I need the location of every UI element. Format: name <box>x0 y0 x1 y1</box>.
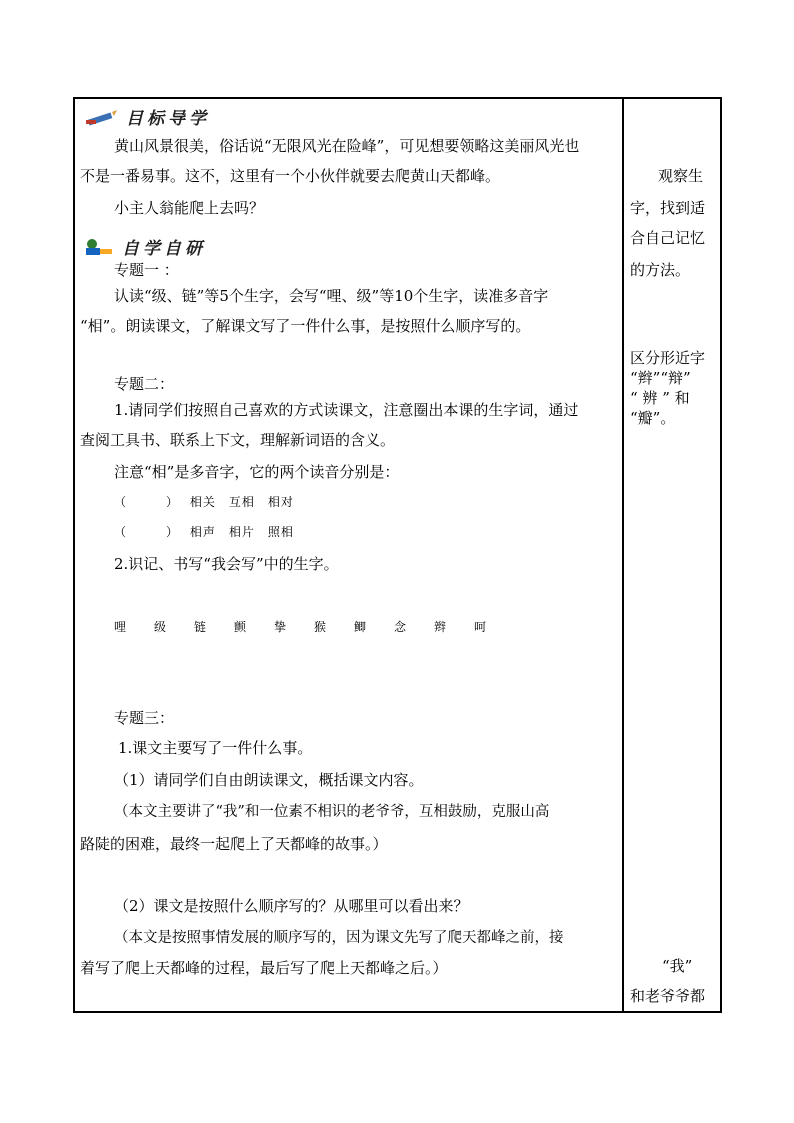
topic3-line-3: （本文主要讲了“我”和一位素不相识的老爷爷，互相鼓励，克服山高 <box>114 804 550 820</box>
pencil-icon <box>86 108 118 126</box>
pinyin-row-1 <box>114 492 294 512</box>
intro-line-1: 黄山风景很美，俗话说“无限风光在险峰”，可见想要领略这美丽风光也 <box>114 137 580 155</box>
column-divider <box>622 97 624 1013</box>
note2-line-2: “辫”“辩” <box>630 369 691 387</box>
notes-column <box>628 100 718 1005</box>
intro-line-3: 小主人翁能爬上去吗？ <box>114 199 265 217</box>
character: 念 <box>394 620 407 634</box>
pinyin-words: 相声 相片 照相 <box>189 525 294 539</box>
topic3-line-2: （1）请同学们自由朗读课文，概括课文内容。 <box>114 771 424 789</box>
character: 颤 <box>234 620 247 634</box>
topic2-line-2: 查阅工具书、联系上下文，理解新词语的含义。 <box>80 431 396 449</box>
write-title: 2.识记、书写“我会写”中的生字。 <box>114 555 339 573</box>
topic1-line-2: “相”。朗读课文，了解课文写了一件什么事，是按照什么顺序写的。 <box>80 317 531 335</box>
note2-line-3: “ 辨 ” 和 <box>630 389 690 407</box>
topic3-line-1: 1.课文主要写了一件什么事。 <box>118 739 313 757</box>
note2-line-4: “瓣”。 <box>630 409 676 427</box>
study-icon <box>82 238 114 256</box>
topic1-title: 专题一 ： <box>114 261 179 279</box>
note3-line-1: “我” <box>662 957 693 975</box>
pinyin-blank: （ ） <box>114 525 180 539</box>
main-column <box>80 100 620 1005</box>
section1-heading: 目标导学 <box>86 104 210 129</box>
character: 挚 <box>274 620 287 634</box>
topic3-line-5: （2）课文是按照什么顺序写的？从哪里可以看出来？ <box>114 897 469 915</box>
note3-line-2: 和老爷爷都 <box>630 987 706 1005</box>
topic1-line-1: 认读“级、链”等5个生字，会写“哩、级”等10个生字，读准多音字 <box>114 287 549 305</box>
topic3-line-6: （本文是按照事情发展的顺序写的，因为课文先写了爬天都峰之前，接 <box>114 930 564 946</box>
intro-line-2: 不是一番易事。这不，这里有一个小伙伴就要去爬黄山天都峰。 <box>80 167 501 185</box>
topic2-line-1: 1.请同学们按照自己喜欢的方式读课文，注意圈出本课的生字词，通过 <box>114 401 579 419</box>
note1-line-4: 的方法。 <box>630 261 691 279</box>
note2-line-1: 区分形近字 <box>630 349 706 367</box>
character: 链 <box>194 620 207 634</box>
character: 呵 <box>474 620 487 634</box>
pinyin-row-2 <box>114 522 294 542</box>
topic2-line-3: 注意“相”是多音字，它的两个读音分别是： <box>114 463 400 481</box>
topic3-line-7: 着写了爬上天都峰的过程，最后写了爬上天都峰之后。） <box>80 959 448 977</box>
topic2-title: 专题二： <box>114 375 175 393</box>
character: 级 <box>154 620 167 634</box>
section2-heading: 自学自研 <box>82 234 206 259</box>
character: 哩 <box>114 620 127 634</box>
pinyin-words: 相关 互相 相对 <box>189 495 294 509</box>
pinyin-blank: （ ） <box>114 495 180 509</box>
character: 猴 <box>314 620 327 634</box>
character: 鲫 <box>354 620 367 634</box>
note1-line-1: 观察生 <box>658 167 704 185</box>
topic3-line-4: 路陡的困难，最终一起爬上了天都峰的故事。） <box>80 835 388 853</box>
note1-line-3: 合自己记忆 <box>630 229 706 247</box>
note1-line-2: 字，找到适 <box>630 199 706 217</box>
character: 辫 <box>434 620 447 634</box>
topic3-title: 专题三： <box>114 709 175 727</box>
